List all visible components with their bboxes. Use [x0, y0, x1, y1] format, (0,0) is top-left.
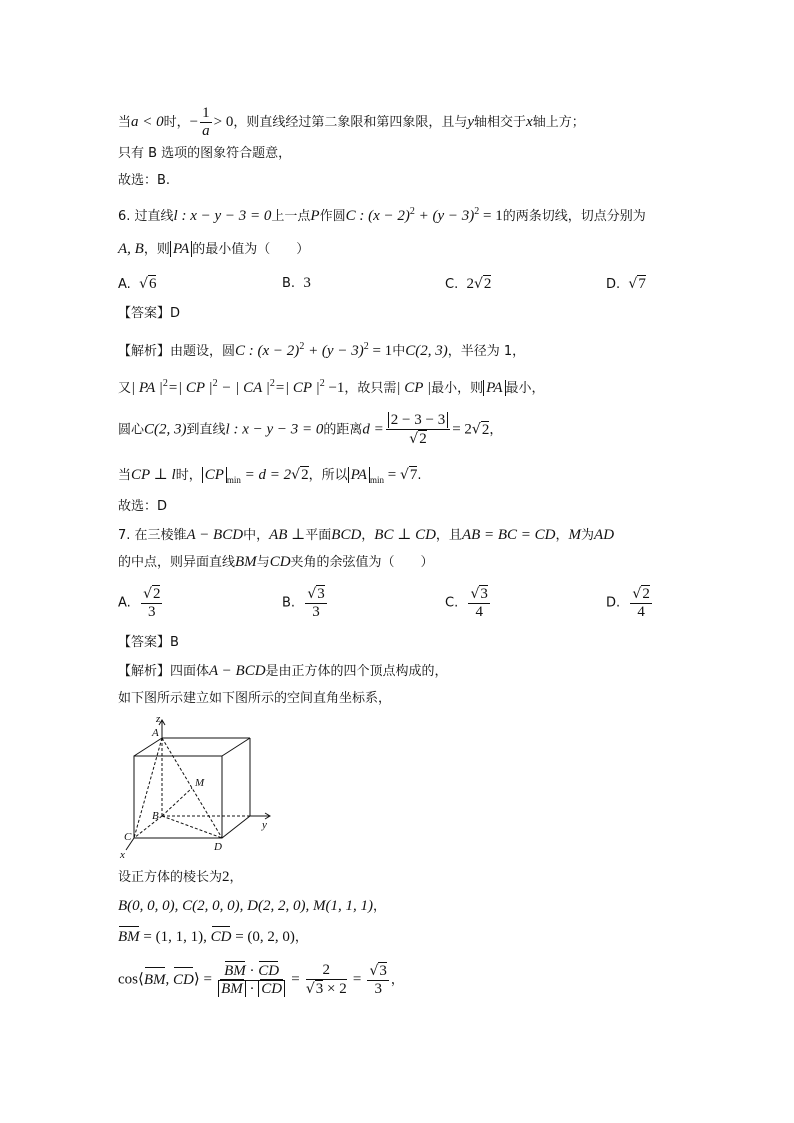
q7-stem-line-2: 的中点，则异面直线BM与CD夹角的余弦值为（ ）	[118, 554, 434, 570]
label-D: D	[214, 841, 222, 853]
q7-option-a: A. $\frac{√2}{3}$	[118, 586, 161, 620]
q6-solution-line-1: 【解析】由题设，圆C : $(x - 2)^2 + (y - 3)^2 = 1$中C(2, 3)，半径为 1，	[118, 341, 526, 359]
q7-solution-line-2: 如下图所示建立如下图所示的空间直角坐标系，	[118, 691, 392, 706]
q7-option-c: C. $\frac{√3}{4}$	[445, 586, 488, 620]
q6-option-d: D. √7	[606, 276, 646, 292]
q7-option-d: D. $\frac{√2}{4}$	[606, 586, 650, 620]
label-B: B	[152, 810, 159, 822]
q7-solution-line-5: BM = (1, 1, 1), CD = (0, 2, 0)，	[118, 929, 308, 945]
q6-stem-line-1: 6. 过直线l : x − y − 3 = 0上一点P作圆C : $(x - 2)^2 + (y - 3)^2 = 1$的两条切线，切点分别为	[118, 206, 646, 224]
label-x: x	[120, 849, 125, 861]
q6-stem-line-2: A, B，则 PA 的最小值为（ ）	[118, 241, 310, 257]
q6-end: 故选：D	[118, 499, 168, 514]
q7-solution-line-6: cos⟨BM, CD⟩ = $\frac{BM \cdot CD}{BM \cdot CD}$ = $\frac{2}{√3 \times 2}$ = $\frac{√3}{3}$ ，	[118, 962, 404, 997]
q6-answer: 【答案】D	[118, 306, 181, 321]
cube-edge	[222, 816, 250, 838]
q7-answer: 【答案】B	[118, 635, 179, 650]
segment-BM	[162, 788, 192, 816]
segment-BD	[162, 816, 222, 838]
q6-solution-line-4: 当CP ⊥ l时， CP $_{min}$ = d = 2√2，所以 PA $_{min}$ = √7.	[118, 467, 422, 485]
q7-option-b: B. $\frac{√3}{3}$	[282, 586, 325, 620]
fraction: $\frac{1}{a}$	[202, 105, 210, 139]
value-fraction: $\frac{2}{√3 \times 2}$	[305, 962, 347, 997]
intro-line-3: 故选：B.	[118, 173, 171, 188]
q7-stem-line-1: 7. 在三棱锥A − BCD中，AB ⊥平面BCD，BC ⊥ CD，且AB = BC = CD，M为AD	[118, 527, 615, 543]
q7-solution-line-4: B(0, 0, 0), C(2, 0, 0), D(2, 2, 0), M(1, 1, 1)，	[118, 898, 386, 914]
result-fraction: $\frac{√3}{3}$	[369, 963, 387, 997]
intro-line-1: 当a < 0时，− $\frac{1}{a}$ > 0，则直线经过第二象限和第四象限，且与y轴相交于x轴上方；	[118, 105, 585, 139]
label-A: A	[152, 727, 159, 739]
q6-option-a: A. √6	[118, 276, 157, 292]
q7-solution-line-1: 【解析】四面体A − BCD是由正方体的四个顶点构成的，	[118, 663, 448, 679]
label-y: y	[262, 819, 267, 831]
label-C: C	[124, 831, 132, 843]
label-z: z	[156, 713, 161, 725]
q6-option-c: C. 2√2	[445, 276, 492, 292]
q6-solution-line-3: 圆心C(2, 3)到直线l : x − y − 3 = 0的距离d = $\frac{2 - 3 - 3}{√2}$ = 2√2，	[118, 412, 503, 447]
intro-line-2: 只有 B 选项的图象符合题意，	[118, 146, 292, 161]
cube-diagram	[112, 712, 292, 862]
q7-solution-line-3: 设正方体的棱长为2，	[118, 869, 243, 885]
cube-front-face	[134, 756, 222, 838]
cube-edge	[222, 738, 250, 756]
label-M: M	[195, 777, 205, 789]
distance-fraction: $\frac{2 - 3 - 3}{√2}$	[386, 412, 450, 448]
q6-option-b: B. 3	[282, 275, 311, 291]
q6-solution-line-2: 又| PA $|^2=|$ CP $|^2$ − | CA $|^2=|$ CP $|^2 -1$，故只需| CP |最小，则 PA 最小，	[118, 378, 545, 396]
cosine-fraction: $\frac{BM \cdot CD}{BM \cdot CD}$	[218, 963, 285, 998]
